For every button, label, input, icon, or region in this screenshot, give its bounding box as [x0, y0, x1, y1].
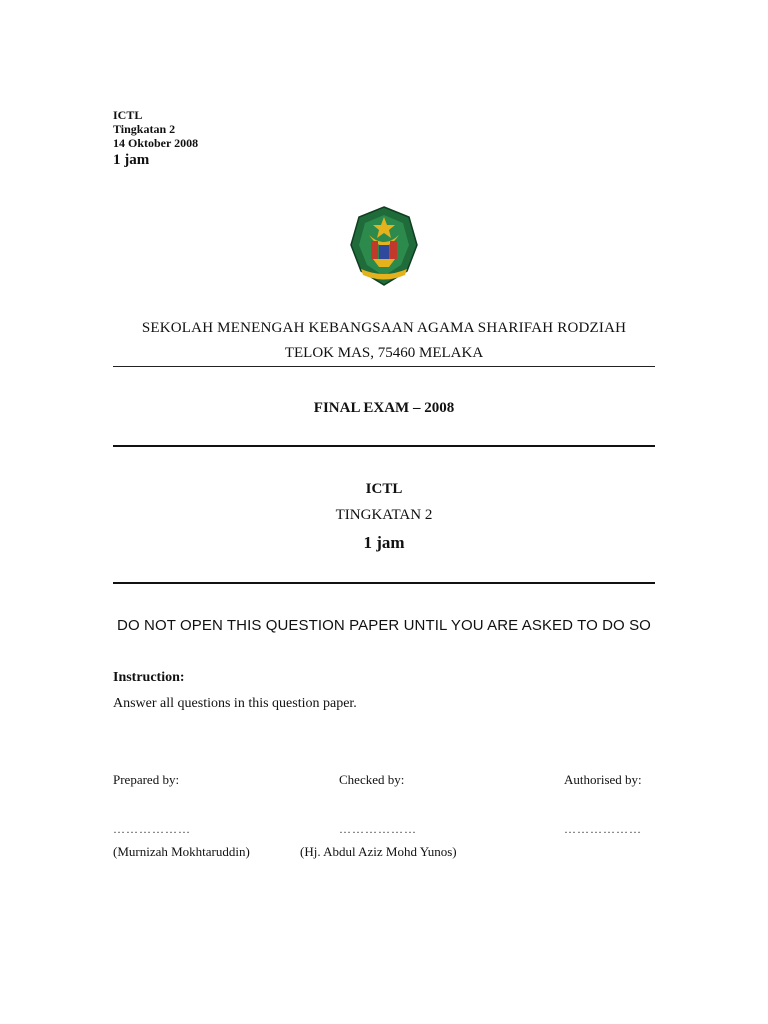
- school-name: SEKOLAH MENENGAH KEBANGSAAN AGAMA SHARIFAH RODZIAH: [141, 320, 627, 336]
- instruction-heading: Instruction:: [113, 670, 185, 685]
- checked-by-name: (Hj. Abdul Aziz Mohd Yunos): [300, 844, 457, 859]
- header-duration: 1 jam: [113, 152, 150, 168]
- instruction-text: Answer all questions in this question paper.: [113, 696, 357, 711]
- divider: [113, 366, 655, 367]
- header-date: 14 Oktober 2008: [113, 136, 199, 150]
- header-form: Tingkatan 2: [113, 122, 176, 136]
- authorised-by-label: Authorised by:: [564, 772, 642, 787]
- header-info: [113, 108, 198, 170]
- checked-by-label: Checked by:: [339, 772, 405, 787]
- paper-form: TINGKATAN 2: [335, 507, 433, 523]
- prepared-by-label: Prepared by:: [113, 772, 180, 787]
- exam-title: FINAL EXAM – 2008: [313, 400, 455, 416]
- divider: [113, 582, 655, 584]
- paper-duration: 1 jam: [363, 533, 405, 552]
- paper-subject: ICTL: [365, 481, 403, 497]
- school-address: TELOK MAS, 75460 MELAKA: [284, 345, 484, 361]
- prepared-by-name: (Murnizah Mokhtaruddin): [113, 844, 250, 859]
- header-subject: ICTL: [113, 108, 143, 122]
- warning-notice: DO NOT OPEN THIS QUESTION PAPER UNTIL YOU ARE ASKED TO DO SO: [117, 617, 651, 634]
- school-crest-icon: [349, 205, 419, 287]
- divider: [113, 445, 655, 447]
- authorised-signature-line: ………………: [564, 822, 642, 836]
- checked-signature-line: ………………: [339, 822, 417, 836]
- prepared-signature-line: ………………: [113, 822, 191, 836]
